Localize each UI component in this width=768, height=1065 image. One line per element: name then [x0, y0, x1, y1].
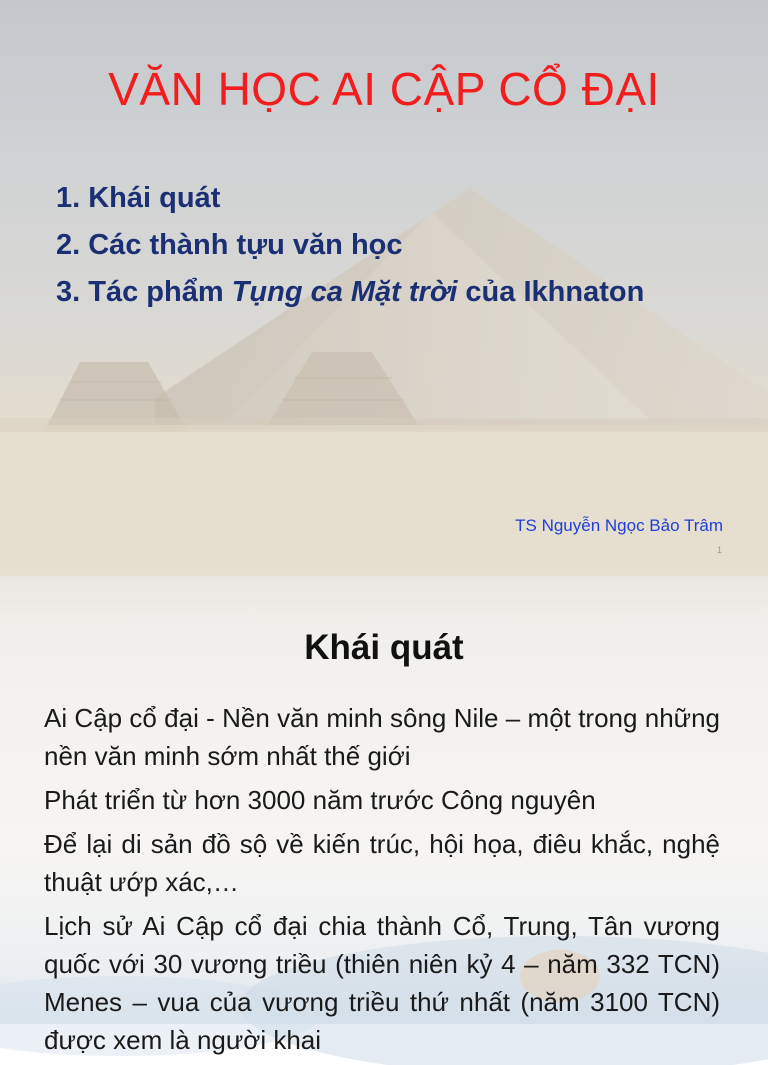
- outline-item-prefix: 3. Tác phẩm: [56, 276, 232, 308]
- slide-title: Khái quát: [304, 628, 464, 667]
- slide-title: VĂN HỌC AI CẬP CỔ ĐẠI: [108, 63, 660, 115]
- body-paragraph: Lịch sử Ai Cập cổ đại chia thành Cổ, Trung, Tân vương quốc với 30 vương triều (thiên niên kỷ 4 – năm 332 TCN) Menes – vua của vương triều thứ nhất (năm 3100 TCN) được xem là người khai: [44, 911, 720, 1055]
- body-paragraph: Phát triển từ hơn 3000 năm trước Công nguyên: [44, 785, 596, 815]
- body-paragraph: Để lại di sản đồ sộ về kiến trúc, hội họa, điêu khắc, nghệ thuật ướp xác,…: [44, 829, 720, 897]
- outline-item: [56, 269, 644, 316]
- body-paragraph: Ai Cập cổ đại - Nền văn minh sông Nile – một trong những nền văn minh sớm nhất thế giới: [44, 703, 720, 771]
- slide-body: [44, 699, 720, 1065]
- outline-item: 1. Khái quát: [56, 182, 221, 214]
- outline-item: 2. Các thành tựu văn học: [56, 229, 403, 261]
- outline-item-suffix: của Ikhnaton: [457, 276, 645, 308]
- slide-2: [0, 576, 768, 1055]
- outline-list: [56, 175, 644, 316]
- outline-item-work-title: Tụng ca Mặt trời: [231, 276, 458, 308]
- page-number: 1: [716, 545, 722, 555]
- author-name: TS Nguyễn Ngọc Bảo Trâm: [515, 516, 723, 535]
